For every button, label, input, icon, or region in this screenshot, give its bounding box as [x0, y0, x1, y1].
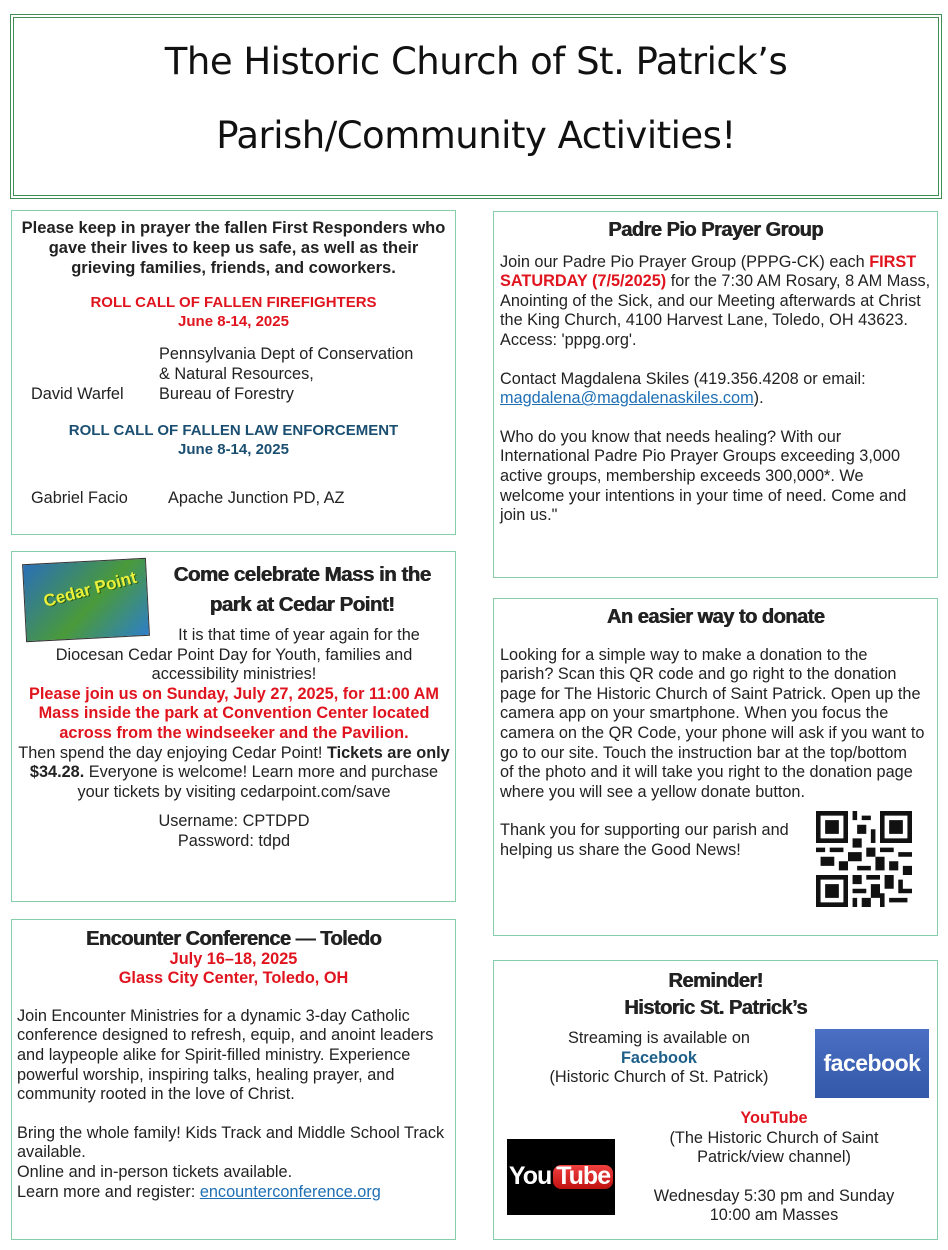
encounter-description: Join Encounter Ministries for a dynamic 3-day Catholic conference designed to refresh, equip, and anoint leaders and laypeople alike for Spirit-filled ministry. Experience powerful worship, inspiring talks, healing prayer, and community rooted in the love of Christ. — [17, 1006, 434, 1104]
facebook-logo[interactable]: facebook — [815, 1029, 929, 1098]
donate-thanks: Thank you for supporting our parish and helping us share the Good News! — [500, 821, 789, 859]
username: Username: CPTDPD — [158, 812, 310, 831]
qr-code-icon[interactable] — [816, 811, 912, 907]
law-name: Gabriel Facio — [31, 489, 128, 507]
prayer-intro: Please keep in prayer the fallen First Responders who gave their lives to keep us safe, as well as their grieving families, friends, and coworkers. — [21, 219, 446, 277]
first-saturday-date: FIRST SATURDAY (7/5/2025) — [500, 252, 917, 291]
encounter-box: Encounter Conference — Toledo July 16–18, 2025 Glass City Center, Toledo, OH Join Encounter Ministries for a dynamic 3-day Catholic conference designed to refresh, equip, and anoint leaders and laypeople alike for Spirit-filled ministry. Experience powerful worship, inspiring talks, healing prayer, and community rooted in the love of Christ. Bring the whole family! Kids Track and Middle School Track available. Online and in-person tickets available. Learn more and register: encounterconference.org — [11, 919, 456, 1240]
encounter-title: Encounter Conference — Toledo — [85, 928, 382, 950]
padre-pio-title: Padre Pio Prayer Group — [608, 219, 823, 241]
padre-pio-healing: Who do you know that needs healing? With our International Padre Pio Prayer Groups exceeding 3,000 active groups, membership exceeds 300,000*. We welcome your intentions in your time of need. Come and join us." — [500, 427, 907, 525]
fire-name: David Warfel — [31, 385, 124, 403]
fire-roll-call-title: ROLL CALL OF FALLEN FIREFIGHTERS — [90, 294, 377, 311]
cedar-point-title: Come celebrate Mass in the park at Cedar Point! — [173, 563, 431, 616]
law-dept: Apache Junction PD, AZ — [168, 489, 345, 507]
streaming-reminder-box: Reminder! Historic St. Patrick’s Streaming is available on Facebook (Historic Church of St. Patrick) facebook YouTube (The Historic Church of Saint Patrick/view channel) Wednesday 5:30 pm and Sunday 10:00 am Masses You Tube — [493, 960, 938, 1240]
donate-instructions: Looking for a simple way to make a donation to the parish? Scan this QR code and go right to the donation page for The Historic Church of Saint Patrick. Open up the camera app on your smartphone. When you focus the camera on the QR Code, your phone will ask if you want to go to our site. Touch the instruction bar at the top/bottom of the photo and it will take you right to the donation page where you will see a yellow donate button. — [500, 645, 925, 801]
donate-title: An easier way to donate — [606, 606, 825, 628]
encounter-venue: Glass City Center, Toledo, OH — [118, 969, 349, 988]
email-link[interactable]: magdalena@magdalenaskiles.com — [500, 389, 754, 408]
reminder-title: Reminder! — [668, 970, 763, 992]
cedar-point-mass-details: Please join us on Sunday, July 27, 2025, for 11:00 AM Mass inside the park at Convention Center located across from the windseeker and the Pavilion. — [29, 684, 439, 742]
mass-times: Wednesday 5:30 pm and Sunday 10:00 am Masses — [653, 1186, 895, 1225]
cedar-point-logo: Cedar Point — [41, 567, 139, 611]
encounter-link[interactable]: encounterconference.org — [199, 1182, 381, 1201]
cedar-point-box: Cedar Point Come celebrate Mass in the park at Cedar Point! It is that time of year again for the Diocesan Cedar Point Day for Youth, families and accessibility ministries! Please join us on Sunday, July 27, 2025, for 11:00 AM Mass inside the park at Convention Center located across from the windseeker and the Pavilion. Then spend the day enjoying Cedar Point! Tickets are only $34.28. Everyone is welcome! Learn more and purchase your tickets by visiting cedarpoint.com/save Username: CPTDPD Password: tdpd — [11, 551, 456, 902]
youtube-label: YouTube — [740, 1109, 808, 1127]
password: Password: tdpd — [177, 831, 291, 850]
fire-dept-line: Pennsylvania Dept of Conservation — [159, 345, 414, 363]
ticket-price: Tickets are only $34.28. — [29, 743, 450, 782]
fire-dept-line: & Natural Resources, — [159, 365, 314, 383]
header-title: The Historic Church of St. Patrick’s — [164, 40, 788, 83]
donate-box — [493, 598, 938, 936]
page-header — [10, 14, 942, 199]
header-subtitle: Parish/Community Activities! — [216, 114, 736, 157]
cedar-point-intro: It is that time of year again for the Diocesan Cedar Point Day for Youth, families and accessibility ministries! — [55, 626, 420, 684]
youtube-channel-name: (The Historic Church of Saint Patrick/view channel) — [669, 1128, 879, 1167]
first-responders-box — [11, 210, 456, 535]
fire-roll-call-dates: June 8-14, 2025 — [178, 313, 289, 330]
reminder-subtitle: Historic St. Patrick’s — [624, 997, 807, 1019]
facebook-label: Facebook — [620, 1048, 697, 1067]
law-roll-call-dates: June 8-14, 2025 — [178, 441, 289, 458]
encounter-dates: July 16–18, 2025 — [169, 949, 298, 968]
law-roll-call-title: ROLL CALL OF FALLEN LAW ENFORCEMENT — [68, 422, 399, 439]
youtube-logo[interactable]: You Tube — [507, 1139, 615, 1215]
padre-pio-box: Padre Pio Prayer Group Join our Padre Pio Prayer Group (PPPG-CK) each FIRST SATURDAY (7/5/2025) for the 7:30 AM Rosary, 8 AM Mass, Anointing of the Sick, and our Meeting afterwards at Christ the King Church, 4100 Harvest Lane, Toledo, OH 43623. Access: 'pppg.org'. Contact Magdalena Skiles (419.356.4208 or email: magdalena@magdalenaskiles.com). Who do you know that needs healing? With our International Padre Pio Prayer Groups exceeding 3,000 active groups, membership exceeds 300,000*. We welcome your intentions in your time of need. Come and join us." — [493, 211, 938, 578]
facebook-page-name: (Historic Church of St. Patrick) — [549, 1068, 769, 1087]
fire-dept-line: Bureau of Forestry — [159, 385, 294, 403]
